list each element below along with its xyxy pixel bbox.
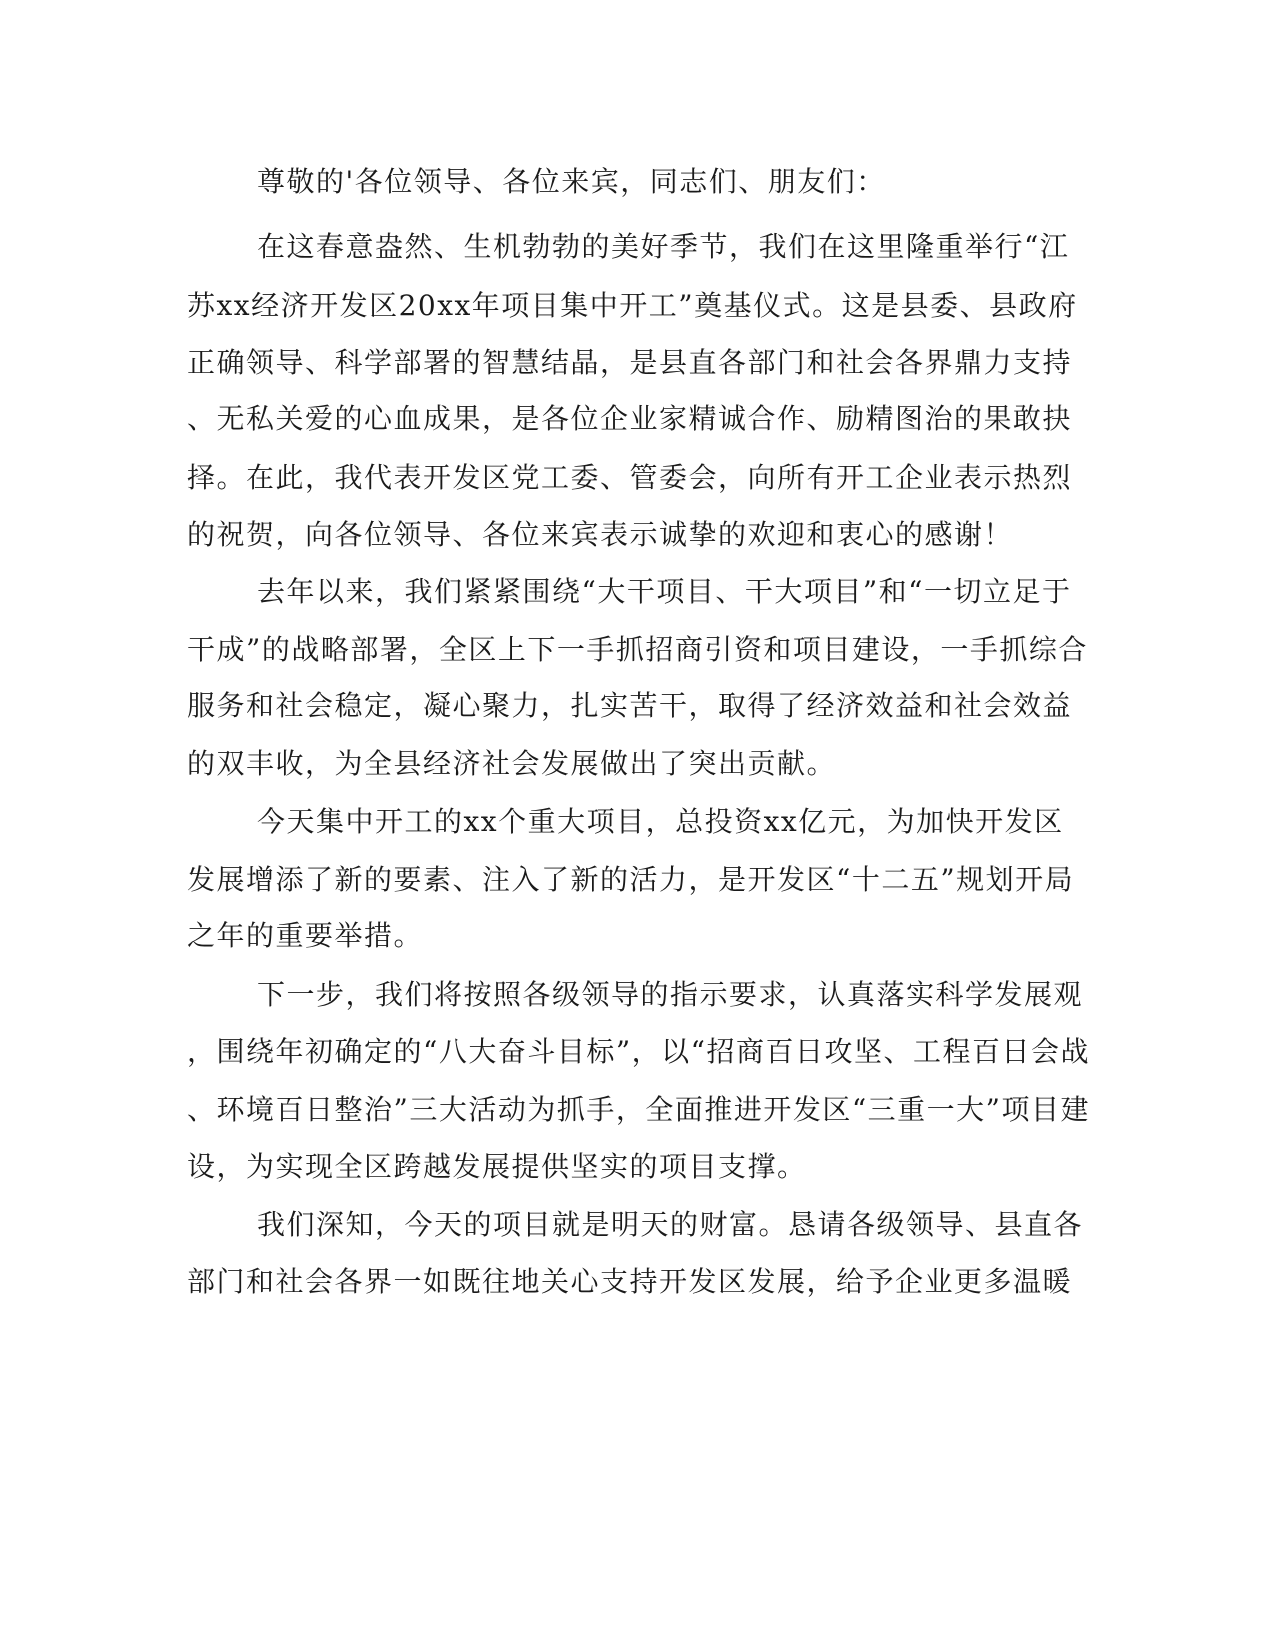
paragraph-1-line-1: 在这春意盎然、生机勃勃的美好季节，我们在这里隆重举行“江 [257, 230, 1070, 263]
paragraph-5-line-2: 部门和社会各界一如既往地关心支持开发区发展，给予企业更多温暖 [187, 1265, 1073, 1298]
paragraph-5-line-1: 我们深知，今天的项目就是明天的财富。恳请各级领导、县直各 [257, 1208, 1084, 1241]
paragraph-1-line-5: 择。在此，我代表开发区党工委、管委会，向所有开工企业表示热烈 [187, 461, 1073, 494]
salutation-line: 尊敬的'各位领导、各位来宾，同志们、朋友们： [257, 165, 886, 198]
paragraph-2-line-1: 去年以来，我们紧紧围绕“大干项目、干大项目”和“一切立足于 [257, 575, 1072, 608]
paragraph-4-line-4: 设，为实现全区跨越发展提供坚实的项目支撑。 [187, 1150, 807, 1183]
paragraph-1-line-4: 、无私关爱的心血成果，是各位企业家精诚合作、励精图治的果敢抉 [187, 402, 1073, 435]
paragraph-4-line-3: 、环境百日整治”三大活动为抓手，全面推进开发区“三重一大”项目建 [187, 1093, 1090, 1126]
paragraph-3-line-1: 今天集中开工的xx个重大项目，总投资xx亿元，为加快开发区 [257, 805, 1064, 838]
paragraph-1-line-6: 的祝贺，向各位领导、各位来宾表示诚挚的欢迎和衷心的感谢！ [187, 518, 1014, 551]
paragraph-2-line-2: 干成”的战略部署，全区上下一手抓招商引资和项目建设，一手抓综合 [187, 633, 1088, 666]
paragraph-1-line-2: 苏xx经济开发区20xx年项目集中开工”奠基仪式。这是县委、县政府 [187, 289, 1078, 322]
paragraph-4-line-2: ，围绕年初确定的“八大奋斗目标”，以“招商百日攻坚、工程百日会战 [187, 1035, 1090, 1068]
paragraph-3-line-3: 之年的重要举措。 [187, 919, 424, 952]
paragraph-2-line-4: 的双丰收，为全县经济社会发展做出了突出贡献。 [187, 747, 837, 780]
paragraph-1-line-3: 正确领导、科学部署的智慧结晶，是县直各部门和社会各界鼎力支持 [187, 346, 1073, 379]
paragraph-3-line-2: 发展增添了新的要素、注入了新的活力，是开发区“十二五”规划开局 [187, 863, 1075, 896]
paragraph-2-line-3: 服务和社会稳定，凝心聚力，扎实苦干，取得了经济效益和社会效益 [187, 689, 1073, 722]
paragraph-4-line-1: 下一步，我们将按照各级领导的指示要求，认真落实科学发展观 [257, 978, 1084, 1011]
